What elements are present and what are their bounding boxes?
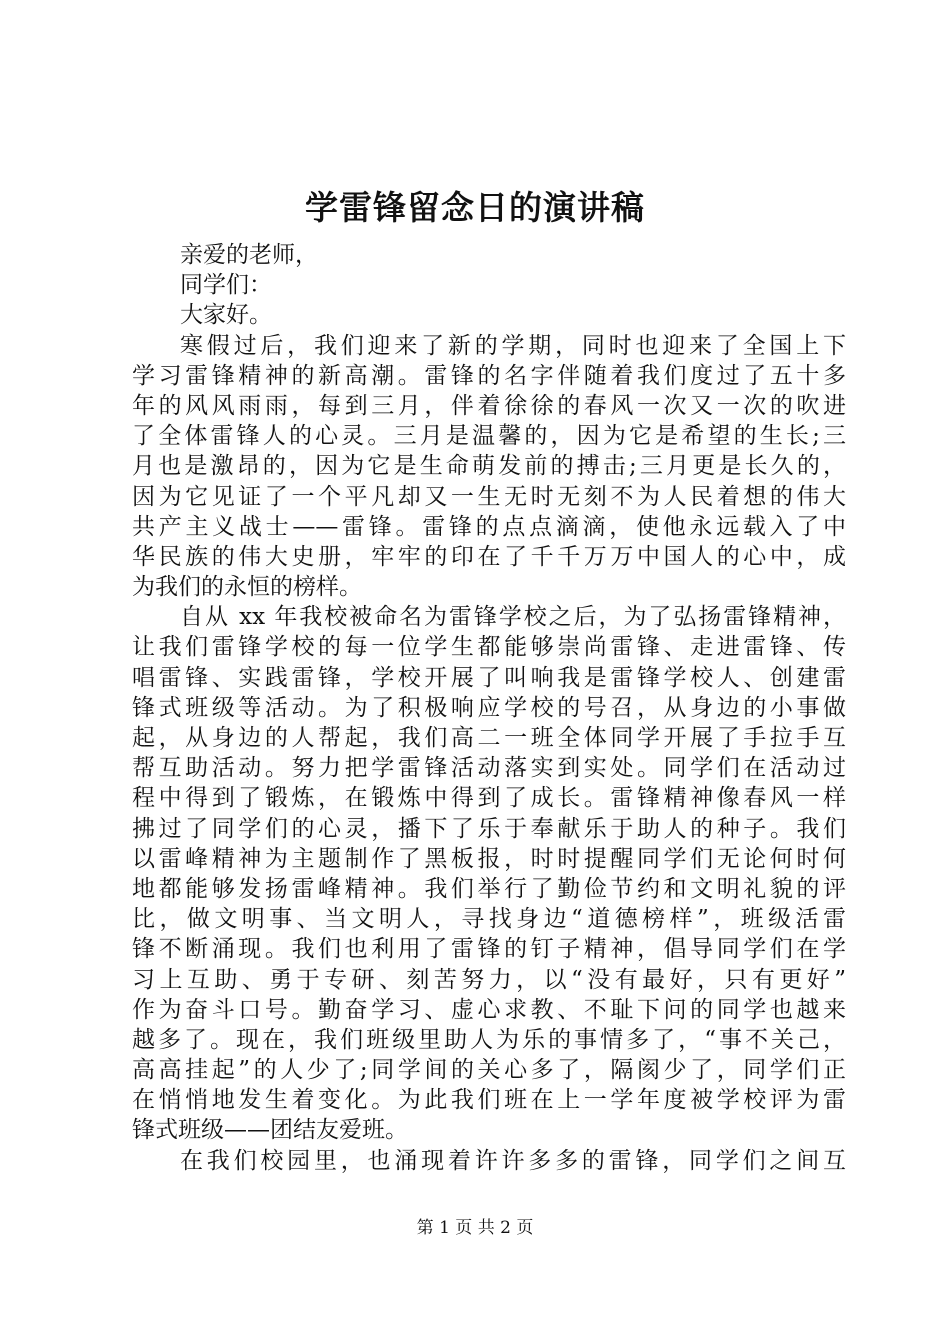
text-line: 拂过了同学们的心灵，播下了乐于奉献乐于助人的种子。我们	[132, 815, 846, 842]
page-footer: 第 1 页 共 2 页	[416, 1218, 534, 1238]
text-line: 高高挂起”的人少了;同学间的关心多了，隔阂少了，同学们正	[132, 1057, 846, 1084]
text-line: 比，做文明事、当文明人，寻找身边“道德榜样”，班级活雷	[132, 906, 846, 933]
text-line: 锋式班级——团结友爱班。	[132, 1117, 408, 1144]
text-line: 程中得到了锻炼，在锻炼中得到了成长。雷锋精神像春风一样	[132, 785, 846, 812]
text-line: 帮互助活动。努力把学雷锋活动落实到实处。同学们在活动过	[132, 755, 846, 782]
text-line: 了全体雷锋人的心灵。三月是温馨的，因为它是希望的生长;三	[132, 423, 846, 450]
text-line: 锋不断涌现。我们也利用了雷锋的钉子精神，倡导同学们在学	[132, 936, 846, 963]
text-line: 以雷峰精神为主题制作了黑板报，时时提醒同学们无论何时何	[132, 845, 846, 872]
text-line: 共产主义战士——雷锋。雷锋的点点滴滴，使他永远载入了中	[132, 513, 846, 540]
text-line: 同学们：	[180, 272, 272, 299]
text-line: 为我们的永恒的榜样。	[132, 574, 362, 601]
text-line: 越多了。现在，我们班级里助人为乐的事情多了，“事不关己，	[132, 1026, 846, 1053]
text-line: 唱雷锋、实践雷锋，学校开展了叫响我是雷锋学校人、创建雷	[132, 664, 846, 691]
text-line: 自从 xx 年我校被命名为雷锋学校之后，为了弘扬雷锋精神，	[180, 604, 846, 631]
document-body	[132, 240, 846, 1176]
text-line: 让我们雷锋学校的每一位学生都能够崇尚雷锋、走进雷锋、传	[132, 634, 846, 661]
text-line: 作为奋斗口号。勤奋学习、虚心求教、不耻下问的同学也越来	[132, 996, 846, 1023]
text-line: 起，从身边的人帮起，我们高二一班全体同学开展了手拉手互	[132, 725, 846, 751]
text-line: 锋式班级等活动。为了积极响应学校的号召，从身边的小事做	[132, 694, 846, 721]
text-line: 月也是激昂的，因为它是生命萌发前的搏击;三月更是长久的，	[132, 453, 846, 480]
text-line: 因为它见证了一个平凡却又一生无时无刻不为人民着想的伟大	[132, 483, 846, 510]
text-line: 在悄悄地发生着变化。为此我们班在上一学年度被学校评为雷	[132, 1087, 846, 1114]
text-line: 在我们校园里，也涌现着许许多多的雷锋，同学们之间互	[180, 1147, 846, 1174]
text-line: 学习雷锋精神的新高潮。雷锋的名字伴随着我们度过了五十多	[132, 362, 846, 389]
text-line: 寒假过后，我们迎来了新的学期，同时也迎来了全国上下	[180, 332, 846, 359]
text-line: 地都能够发扬雷峰精神。我们举行了勤俭节约和文明礼貌的评	[132, 875, 846, 902]
text-line: 年的风风雨雨，每到三月，伴着徐徐的春风一次又一次的吹进	[132, 392, 846, 419]
text-line: 大家好。	[180, 302, 272, 329]
page-title: 学雷锋留念日的演讲稿	[305, 188, 645, 227]
text-line: 习上互助、勇于专研、刻苦努力，以“没有最好，只有更好”	[132, 966, 846, 993]
text-line: 华民族的伟大史册，牢牢的印在了千千万万中国人的心中，成	[132, 543, 846, 570]
text-line: 亲爱的老师，	[180, 242, 318, 268]
